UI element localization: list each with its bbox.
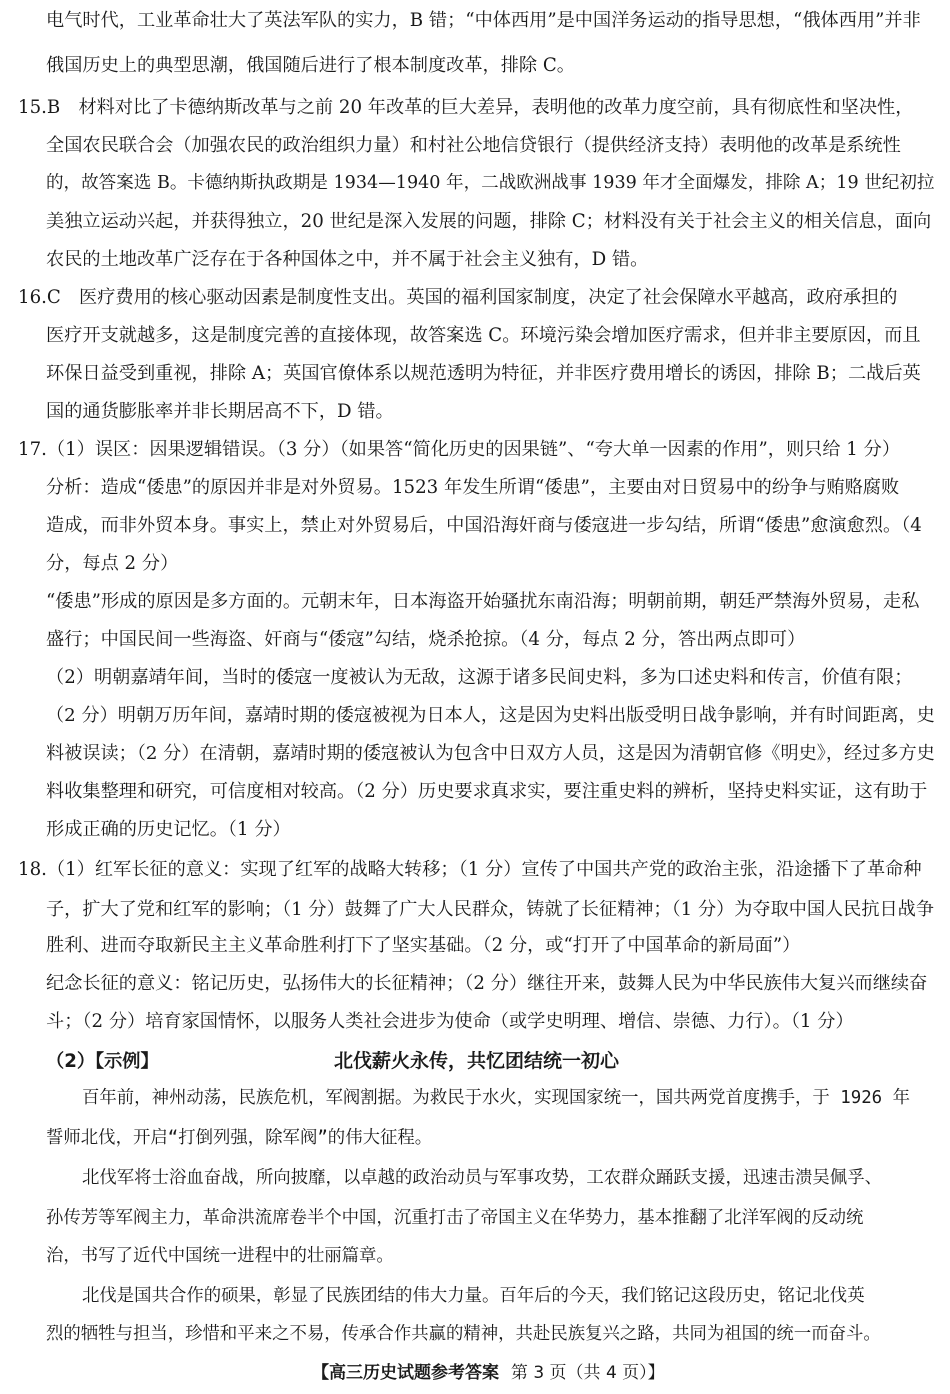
question-18-line: 18.（1）红军长征的意义：实现了红军的战略大转移；（1 分）宣传了中国共产党的政治主张，沿途播下了革命种: [18, 859, 922, 880]
question-16-line: 16.C 医疗费用的核心驱动因素是制度性支出。英国的福利国家制度，决定了社会保障水平越高，政府承担的: [18, 287, 898, 308]
text-line: 俄国历史上的典型思潮，俄国随后进行了根本制度改革，排除 C。: [46, 55, 575, 76]
question-15-line: 农民的土地改革广泛存在于各种国体之中，并不属于社会主义独有，D 错。: [46, 249, 649, 270]
question-17-line: 盛行；中国民间一些海盗、奸商与“倭寇”勾结，烧杀抢掠。（4 分，每点 2 分，答出两点即可）: [46, 629, 806, 650]
question-17-line: 料收集整理和研究，可信度相对较高。（2 分）历史要求真求实，要注重史料的辨析，坚持史料实证，这有助于: [46, 781, 928, 802]
page-footer: [312, 1357, 665, 1391]
question-18-line: 斗；（2 分）培育家国情怀，以服务人类社会进步为使命（或学史明理、增信、崇德、力行）。（1 分）: [46, 1011, 854, 1032]
question-17-line: 形成正确的历史记忆。（1 分）: [46, 819, 291, 840]
question-17-line: （2）明朝嘉靖年间，当时的倭寇一度被认为无敌，这源于诸多民间史料，多为口述史料和传言，价值有限；: [46, 667, 913, 688]
question-17-line: “倭患”形成的原因是多方面的。元朝末年，日本海盗开始骚扰东南沿海；明朝前期，朝廷严禁海外贸易，走私: [46, 591, 920, 612]
question-15-line: 15.B 材料对比了卡德纳斯改革与之前 20 年改革的巨大差异，表明他的改革力度空前，具有彻底性和坚决性，: [18, 97, 914, 118]
question-17-line: 料被误读；（2 分）在清朝，嘉靖时期的倭寇被认为包含中日双方人员，这是因为清朝官修《明史》，经过多方史: [46, 743, 935, 764]
essay-line: 治，书写了近代中国统一进程中的壮丽篇章。: [46, 1246, 394, 1266]
question-15-line: 的，故答案选 B。卡德纳斯执政期是 1934—1940 年，二战欧洲战事 1939 年才全面爆发，排除 A；19 世纪初拉: [46, 173, 935, 193]
essay-line: 烈的牺牲与担当，珍惜和平来之不易，传承合作共赢的精神，共赴民族复兴之路，共同为祖国的统一而奋斗。: [46, 1324, 881, 1344]
question-17-line: 造成，而非外贸本身。事实上，禁止对外贸易后，中国沿海奸商与倭寇进一步勾结，所谓“倭患”愈演愈烈。（4: [46, 515, 922, 536]
footer-page-number: 第 3 页（共 4 页）】: [510, 1363, 665, 1383]
question-16-line: 医疗开支就越多，这是制度完善的直接体现，故答案选 C。环境污染会增加医疗需求，但并非主要原因，而且: [46, 325, 921, 346]
essay-title: 北伐薪火永传，共忆团结统一初心: [334, 1050, 620, 1072]
footer-title: 【高三历史试题参考答案: [312, 1363, 499, 1383]
text-line: 电气时代，工业革命壮大了英法军队的实力，B 错；“中体西用”是中国洋务运动的指导思想，“俄体西用”并非: [46, 10, 921, 31]
question-16-line: 国的通货膨胀率并非长期居高不下，D 错。: [46, 401, 394, 422]
question-17-line: （2 分）明朝万历年间，嘉靖时期的倭寇被视为日本人，这是因为史料出版受明日战争影响，并有时间距离，史: [46, 705, 935, 726]
question-17-line: 分析：造成“倭患”的原因并非是对外贸易。1523 年发生所谓“倭患”，主要由对日贸易中的纷争与贿赂腐败: [46, 477, 900, 498]
essay-line: 誓师北伐，开启“打倒列强，除军阀”的伟大征程。: [46, 1128, 433, 1148]
essay-line: 北伐是国共合作的硕果，彰显了民族团结的伟大力量。百年后的今天，我们铭记这段历史，铭记北伐英: [82, 1286, 865, 1306]
question-18-line: 子，扩大了党和红军的影响；（1 分）鼓舞了广大人民群众，铸就了长征精神；（1 分）为夺取中国人民抗日战争: [46, 899, 934, 920]
question-17-line: 分，每点 2 分）: [46, 553, 179, 574]
question-16-line: 环保日益受到重视，排除 A；英国官僚体系以规范透明为特征，并非医疗费用增长的诱因，排除 B；二战后英: [46, 363, 921, 384]
question-15-line: 全国农民联合会（加强农民的政治组织力量）和村社公地信贷银行（提供经济支持）表明他的改革是系统性: [46, 135, 901, 156]
question-18-line: 纪念长征的意义：铭记历史，弘扬伟大的长征精神；（2 分）继往开来，鼓舞人民为中华民族伟大复兴而继续奋: [46, 973, 928, 994]
question-18-line: 胜利、进而夺取新民主主义革命胜利打下了坚实基础。（2 分，或“打开了中国革命的新局面”）: [46, 935, 801, 956]
example-label: （2）【示例】: [46, 1051, 159, 1072]
essay-line: 孙传芳等军阀主力，革命洪流席卷半个中国，沉重打击了帝国主义在华势力，基本推翻了北洋军阀的反动统: [46, 1208, 864, 1228]
question-17-line: 17.（1）误区：因果逻辑错误。（3 分）（如果答“简化历史的因果链”、“夸大单一因素的作用”，则只给 1 分）: [18, 439, 901, 460]
essay-line: 北伐军将士浴血奋战，所向披靡，以卓越的政治动员与军事攻势，工农群众踊跃支援，迅速击溃吴佩孚、: [82, 1168, 882, 1188]
essay-line: 百年前，神州动荡，民族危机，军阀割据。为救民于水火，实现国家统一，国共两党首度携手，于 1926 年: [82, 1088, 911, 1108]
question-15-line: 美独立运动兴起，并获得独立，20 世纪是深入发展的问题，排除 C；材料没有关于社会主义的相关信息，面向: [46, 211, 932, 232]
